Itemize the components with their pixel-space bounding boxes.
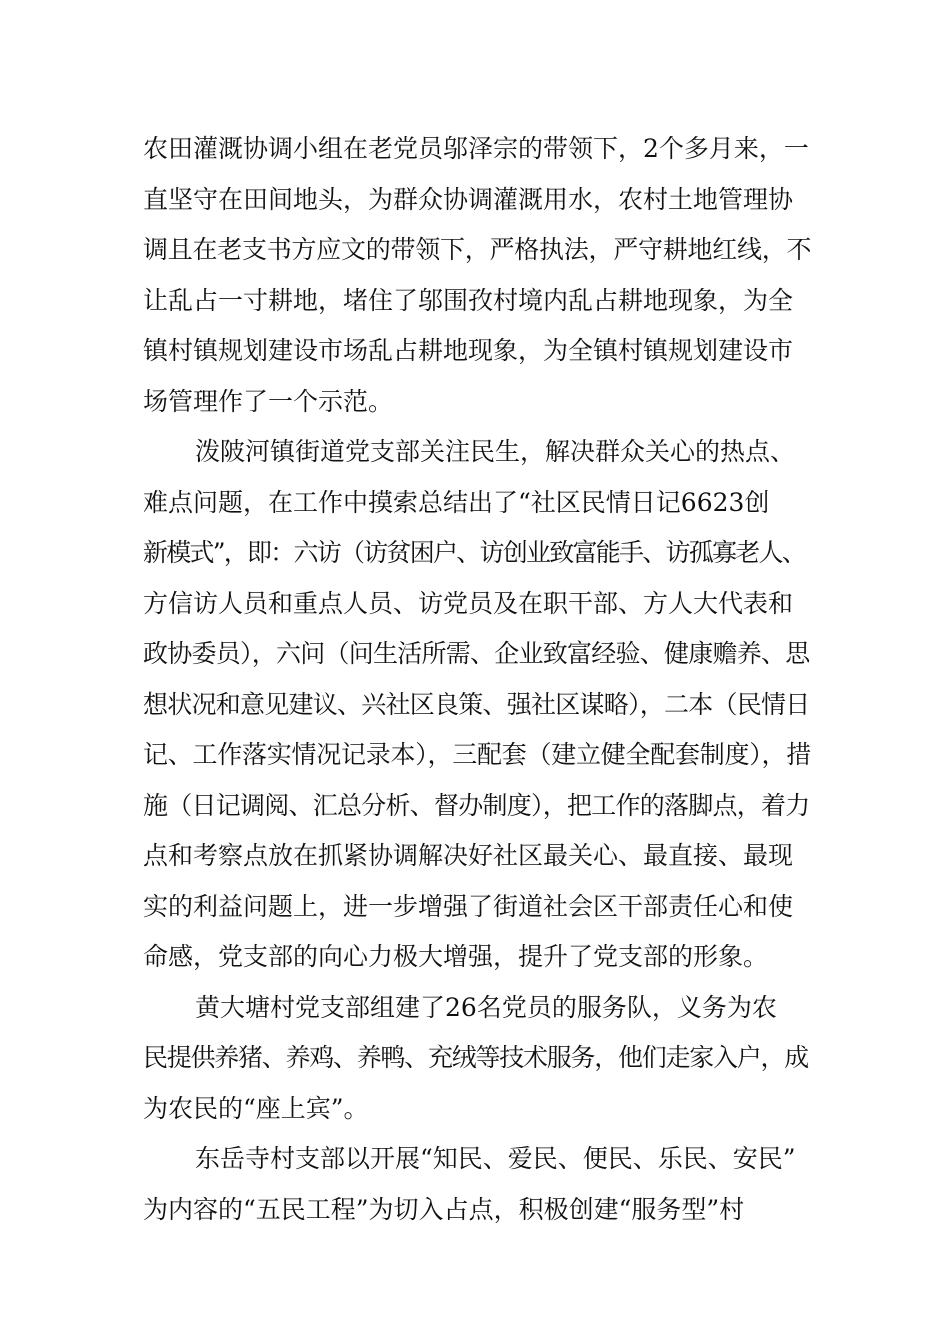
text-line: 新模式”，即：六访（访贫困户、访创业致富能手、访孤寡老人、 <box>143 538 806 567</box>
text-line: 政协委员），六问（问生活所需、企业致富经验、健康赡养、思 <box>143 639 810 668</box>
paragraph-start-line: 黄大塘村党支部组建了26名党员的服务队，义务为农 <box>195 992 777 1022</box>
text-line: 为农民的“座上宾”。 <box>143 1093 369 1123</box>
text-line: 命感，党支部的向心力极大增强，提升了党支部的形象。 <box>143 942 769 971</box>
text-line: 点和考察点放在抓紧协调解决好社区最关心、最直接、最现 <box>143 841 794 870</box>
text-line: 镇村镇规划建设市场乱占耕地现象，为全镇村镇规划建设市 <box>143 336 794 365</box>
text-line: 直坚守在田间地头，为群众协调灌溉用水，农村土地管理协 <box>143 184 794 214</box>
text-line: 让乱占一寸耕地，堵住了邬围孜村境内乱占耕地现象，为全 <box>143 285 794 315</box>
paragraph-start-line: 东岳寺村支部以开展“知民、爱民、便民、乐民、安民” <box>195 1144 796 1173</box>
text-line: 方信访人员和重点人员、访党员及在职干部、方人大代表和 <box>143 588 794 618</box>
text-line: 实的利益问题上，进一步增强了街道社会区干部责任心和使 <box>143 891 794 921</box>
text-line: 调且在老支书方应文的带领下，严格执法，严守耕地红线，不 <box>143 235 812 264</box>
body-text <box>143 124 811 1235</box>
text-line: 农田灌溉协调小组在老党员邬泽宗的带领下，2个多月来，一 <box>143 134 809 163</box>
paragraph-start-line: 泼陂河镇街道党支部关注民生，解决群众关心的热点、 <box>195 437 796 466</box>
text-line: 想状况和意见建议、兴社区良策、强社区谋略），二本（民情日 <box>143 689 810 719</box>
text-line: 场管理作了一个示范。 <box>143 386 394 416</box>
text-line: 记、工作落实情况记录本），三配套（建立健全配套制度），措 <box>143 740 812 769</box>
text-line: 难点问题，在工作中摸索总结出了“社区民情日记6623创 <box>143 487 770 517</box>
text-line: 施（日记调阅、汇总分析、督办制度），把工作的落脚点，着力 <box>143 790 810 820</box>
text-line: 民提供养猪、养鸡、养鸭、充绒等技术服务，他们走家入户，成 <box>143 1043 809 1072</box>
text-line: 为内容的“五民工程”为切入占点，积极创建“服务型”村 <box>143 1194 745 1224</box>
